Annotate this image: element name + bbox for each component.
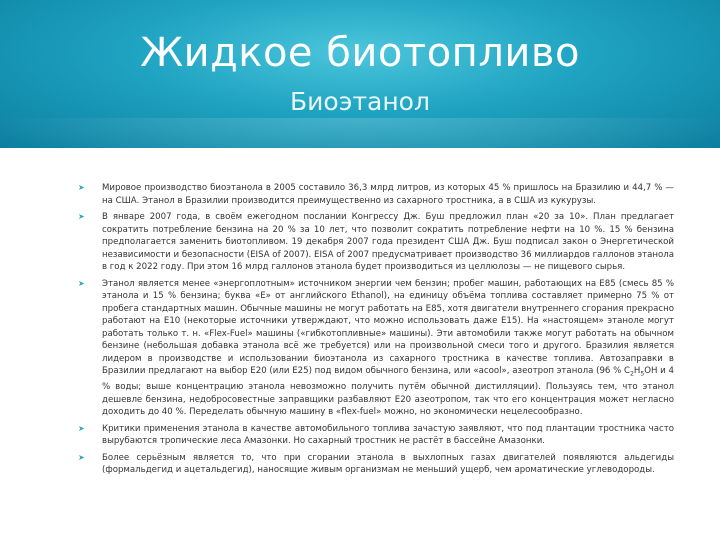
list-item: [78, 423, 674, 448]
arrow-bullet-icon: ➤: [78, 423, 85, 433]
subscript-2: 2: [630, 370, 634, 378]
arrow-bullet-icon: ➤: [78, 212, 85, 221]
bullet-text-cont: OH и 4 % воды; выше концентрацию этанола невозможно получить путём обычной дистилляции). Пользуясь тем, что этанол дешевле бензина, недобросовестные заправщики разбавляют E20 азеотропом, так что его концентрация может негласно доходить до 40 %. Переделать обычную машину в «flex-fuel» можно, но экономически нецелесообразно.: [102, 366, 674, 418]
subscript-5: 5: [640, 370, 645, 378]
slide-title: Жидкое биотопливо: [140, 30, 580, 76]
bullet-list: [78, 182, 674, 477]
bullet-text: Мировое производство биоэтанола в 2005 составило 36,3 млрд литров, из которых 45 % пришлось на Бразилию и 44,7 % — на США. Этанол в Бразилии производится преимущественно из сахарного тростника, а в США из кукурузы.: [102, 183, 674, 206]
bullet-text: Более серьёзным является то, что при сгорании этанола в выхлопных газах двигателей появляются альдегиды (формальдегид и ацетальдегид), наносящие живым организмам не меньший ущерб, чем ароматические углеводороды.: [102, 452, 674, 476]
slide-header: [0, 0, 720, 148]
list-item: [78, 182, 674, 207]
list-item: [78, 452, 674, 477]
bullet-text: Этанол является менее «энергоплотным» источником энергии чем бензин; пробег машин, работающих на E85 (смесь 85 % этанола и 15 % бензина; буква «E» от английского Ethanol), на единицу объёма топлива составляет примерно 75 % от пробега стандартных машин. Обычные машины не могут работать на E85, хотя двигатели внутреннего сгорания прекрасно работают на E10 (некоторые источники утверждают, что можно использовать даже E15). На «настоящем» этаноле могут работать только т. н. «Flex-Fuel» машины («гибкотопливные» машины). Эти автомобили также могут работать на обычном бензине (небольшая добавка этанола всё же требуется) или на произвольной смеси того и другого. Бразилия является лидером в производстве и использовании биоэтанола из сахарного тростника в качестве топлива. Автозаправки в Бразилии предлагают на выбор E20 (или E25) под видом обычного бензина, или «acool», азеотроп этанола (96 % C: [102, 278, 674, 376]
arrow-bullet-icon: ➤: [78, 278, 85, 288]
bullet-text: Критики применения этанола в качестве автомобильного топлива зачастую заявляют, что под плантации тростника часто вырубаются тропические леса Амазонки. Но сахарный тростник не растёт в бассейне Амазонки.: [102, 423, 674, 447]
list-item: [78, 211, 674, 274]
slide-content: [78, 182, 674, 481]
bullet-text: В январе 2007 года, в своём ежегодном послании Конгрессу Дж. Буш предложил план «20 за 10». План предлагает сократить потребление бензина на 20 % за 10 лет, что позволит сократить потребление нефти на 10 %. 15 % бензина предполагается заменить биотопливом. 19 декабря 2007 года президент США Дж. Буш подписал закон о Энергетической независимости и безопасности (EISA of 2007). EISA of 2007 предусматривает производство 36 миллиардов галлонов этанола в год к 2022 году. При этом 16 млрд галлонов этанола будет производиться из целлюлозы — не пищевого сырья.: [102, 212, 674, 272]
arrow-bullet-icon: ➤: [78, 183, 85, 192]
slide-subtitle: Биоэтанол: [290, 87, 430, 116]
bullet-text-h: H: [633, 366, 641, 376]
list-item: [78, 278, 674, 419]
arrow-bullet-icon: ➤: [78, 452, 85, 462]
